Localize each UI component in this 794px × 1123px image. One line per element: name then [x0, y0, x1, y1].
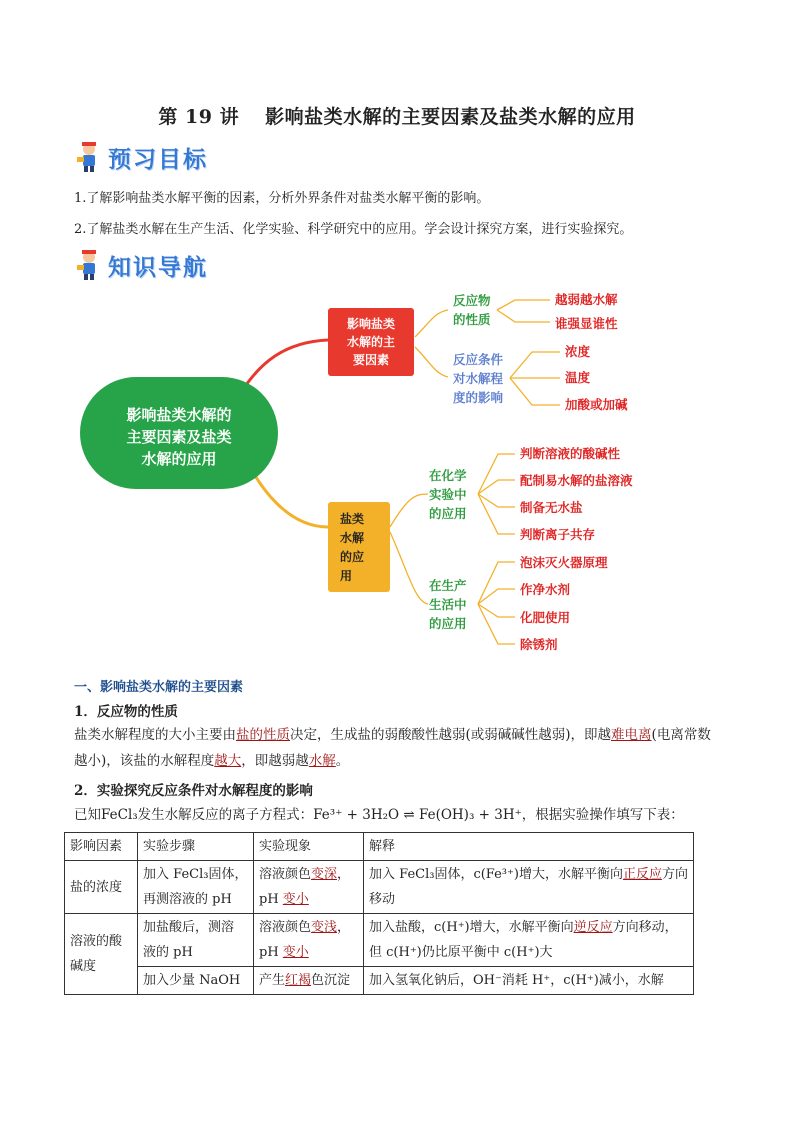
subsection-2-heading: 2．实验探究反应条件对水解程度的影响: [74, 783, 313, 799]
branch2-label-2: 水解: [340, 531, 365, 545]
table-header-row: [65, 833, 694, 861]
branch2-label-1: 盐类: [340, 512, 365, 526]
text: 盐类水解程度的大小主要由: [74, 727, 236, 743]
leaf: 判断溶液的酸碱性: [520, 446, 621, 461]
answer-blank: 越大: [214, 753, 242, 769]
answer-blank: 盐的性质: [236, 727, 290, 743]
table-header: 影响因素: [65, 833, 138, 861]
leaf: 配制易水解的盐溶液: [520, 473, 633, 488]
explanation-cell: [364, 914, 694, 967]
text: 加入 FeCl₃固体，c(Fe³⁺)增大，水解平衡向: [369, 867, 623, 882]
observation-cell: [254, 967, 364, 995]
answer-blank: 变深: [311, 867, 338, 882]
text: 。: [335, 753, 350, 769]
section-heading: 一、影响盐类水解的主要因素: [74, 680, 244, 695]
lecture-number: 第 19 讲: [158, 106, 240, 128]
paragraph-1: [74, 722, 724, 774]
text: 碱度: [70, 959, 97, 974]
leaf: 谁强显谁性: [555, 316, 618, 331]
leaf: 越弱越水解: [555, 292, 618, 307]
branch1-label-2: 水解的主: [346, 335, 396, 349]
text: ，pH: [259, 867, 351, 907]
branch1-sub2-label-2: 对水解程: [453, 371, 504, 386]
connector-branch1: [240, 340, 328, 394]
text: 液的 pH: [143, 945, 193, 960]
table-header: 解释: [364, 833, 694, 861]
text: (电离常数越小)，该盐的水解程度: [74, 727, 711, 769]
table-row: [65, 861, 694, 914]
branch1-sub1-label-2: 的性质: [453, 312, 491, 327]
leaf: 泡沫灭火器原理: [520, 555, 608, 570]
text: 决定，生成盐的弱酸酸性越弱(或弱碱碱性越弱)，即越: [290, 727, 612, 743]
preview-banner: [74, 140, 208, 174]
text: 加盐酸后，测溶: [143, 920, 235, 935]
branch2-label-3: 的应: [340, 550, 365, 564]
branch2-label-4: 用: [340, 569, 353, 583]
page-title: [0, 102, 794, 129]
answer-blank: 正反应: [622, 867, 662, 882]
leaf: 除锈剂: [520, 637, 558, 652]
step-cell: [138, 914, 254, 967]
branch2-sub1-label-3: 的应用: [429, 506, 467, 521]
text: 溶液颜色: [259, 920, 312, 935]
text: 加入 FeCl₃固体，: [143, 867, 248, 882]
branch2-sub2-label-1: 在生产: [429, 578, 467, 593]
explanation-cell: [364, 861, 694, 914]
branch2-sub1-label-1: 在化学: [429, 468, 467, 483]
knowledge-banner: [74, 248, 208, 282]
text: 色沉淀: [311, 973, 351, 988]
observation-cell: [254, 861, 364, 914]
answer-blank: 红褐: [285, 973, 312, 988]
answer-blank: 水解: [308, 753, 336, 769]
text: ，pH: [259, 920, 351, 960]
branch1-sub2-label-3: 度的影响: [453, 390, 504, 405]
answer-blank: 变小: [282, 892, 309, 907]
branch2-sub2-label-2: 生活中: [429, 597, 467, 612]
factor-cell: [65, 914, 138, 995]
step-cell: [138, 861, 254, 914]
knowledge-banner-text: 知识导航: [108, 254, 208, 281]
objective-1: 1.了解影响盐类水解平衡的因素，分析外界条件对盐类水解平衡的影响。: [74, 191, 490, 206]
text: 再测溶液的 pH: [143, 892, 232, 907]
text: 溶液的酸: [70, 934, 123, 949]
mindmap: [70, 282, 670, 662]
leaf: 判断离子共存: [520, 527, 596, 542]
lecture-title: 影响盐类水解的主要因素及盐类水解的应用: [265, 106, 636, 128]
objective-2: 2.了解盐类水解在生产生活、化学实验、科学研究中的应用。学会设计探究方案，进行实验探究。: [74, 222, 633, 237]
text: 溶液颜色: [259, 867, 312, 882]
text: 方向移动: [369, 867, 688, 907]
text: 加入盐酸，c(H⁺)增大，水解平衡向: [369, 920, 574, 935]
table-header: 实验步骤: [138, 833, 254, 861]
leaf: 浓度: [565, 344, 591, 359]
explanation-cell: 加入氢氧化钠后，OH⁻消耗 H⁺，c(H⁺)减小，水解: [364, 967, 694, 995]
table-header: 实验现象: [254, 833, 364, 861]
branch1-label-3: 要因素: [352, 353, 390, 367]
preview-banner-text: 预习目标: [108, 146, 208, 173]
text: 产生: [259, 973, 286, 988]
subsection-1-heading: 1．反应物的性质: [74, 704, 178, 720]
experiment-table: [64, 832, 694, 995]
answer-blank: 变浅: [311, 920, 338, 935]
observation-cell: [254, 914, 364, 967]
branch1-sub1-label-1: 反应物: [453, 293, 491, 308]
step-cell: 加入少量 NaOH: [138, 967, 254, 995]
branch2-sub2-label-3: 的应用: [429, 616, 467, 631]
table-row: [65, 967, 694, 995]
leaf: 作净水剂: [520, 582, 571, 597]
table-row: [65, 914, 694, 967]
branch1-sub2-label-1: 反应条件: [453, 352, 504, 367]
student-mascot-icon: [74, 249, 104, 281]
text: ，即越弱越: [241, 753, 309, 769]
paragraph-2: 已知FeCl₃发生水解反应的离子方程式：Fe³⁺ + 3H₂O ⇌ Fe(OH)₃ + 3H⁺，根据实验操作填写下表：: [74, 807, 684, 823]
branch1-label-1: 影响盐类: [346, 317, 396, 331]
branch2-sub1-label-2: 实验中: [429, 487, 467, 502]
center-label-3: 水解的应用: [141, 450, 217, 468]
student-mascot-icon: [74, 141, 104, 173]
text: 方向移动，但 c(H⁺)仍比原平衡中 c(H⁺)大: [369, 920, 678, 960]
answer-blank: 难电离: [611, 727, 652, 743]
leaf: 化肥使用: [520, 610, 571, 625]
center-label-1: 影响盐类水解的: [126, 406, 232, 424]
factor-cell: 盐的浓度: [65, 861, 138, 914]
leaf: 制备无水盐: [520, 500, 583, 515]
leaf: 加酸或加碱: [565, 397, 628, 412]
center-label-2: 主要因素及盐类: [126, 428, 232, 446]
leaf: 温度: [565, 370, 591, 385]
answer-blank: 逆反应: [573, 920, 613, 935]
answer-blank: 变小: [282, 945, 309, 960]
